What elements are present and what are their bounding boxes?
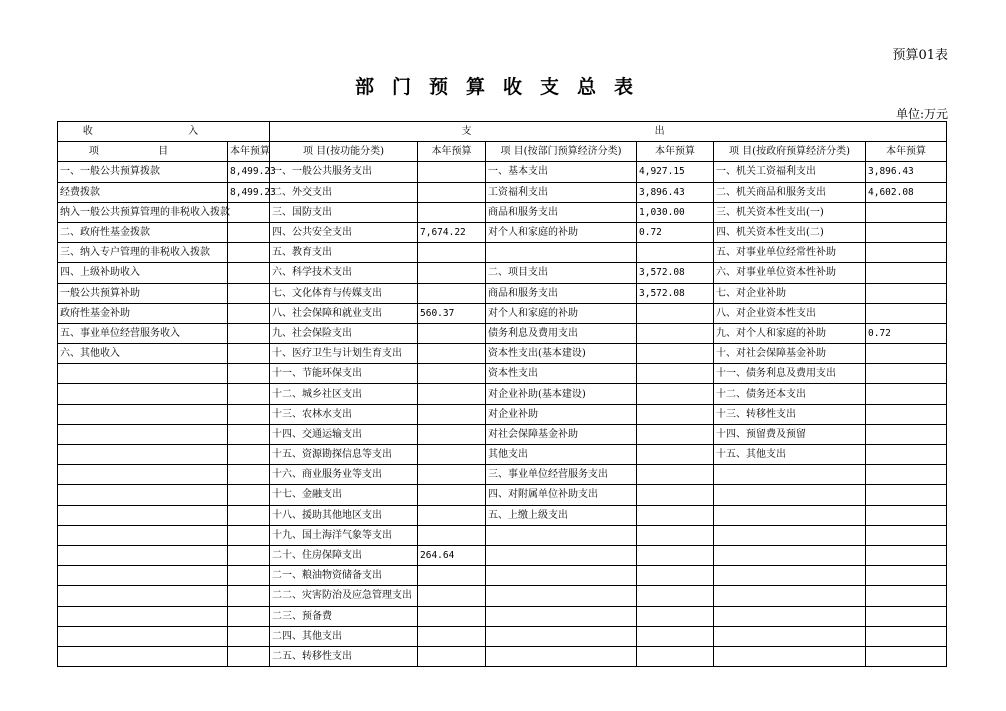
gov-econ-item-cell: 十二、债务还本支出 xyxy=(714,384,866,404)
dept-econ-item-cell: 对个人和家庭的补助 xyxy=(486,222,637,242)
func-amount-cell: 264.64 xyxy=(418,545,486,565)
func-amount-cell xyxy=(418,364,486,384)
gov-econ-amount-cell xyxy=(866,424,947,444)
dept-econ-item-header: 项 目(按部门预算经济分类) xyxy=(486,142,637,162)
func-item-cell: 二四、其他支出 xyxy=(270,626,418,646)
income-amount-cell xyxy=(228,384,270,404)
dept-econ-item-cell: 对企业补助(基本建设) xyxy=(486,384,637,404)
dept-econ-amount-cell xyxy=(637,465,714,485)
func-item-header: 项 目(按功能分类) xyxy=(270,142,418,162)
table-row xyxy=(58,323,947,343)
table-row xyxy=(58,465,947,485)
gov-econ-item-cell: 一、机关工资福利支出 xyxy=(714,162,866,182)
gov-econ-item-cell: 十、对社会保障基金补助 xyxy=(714,344,866,364)
income-item-cell xyxy=(58,566,228,586)
dept-econ-amount-cell xyxy=(637,445,714,465)
income-amount-cell xyxy=(228,606,270,626)
dept-econ-amount-cell xyxy=(637,505,714,525)
func-item-cell: 十一、节能环保支出 xyxy=(270,364,418,384)
income-item-cell xyxy=(58,384,228,404)
table-row xyxy=(58,344,947,364)
table-row xyxy=(58,626,947,646)
income-amount-header: 本年预算 xyxy=(228,142,270,162)
func-item-cell: 十七、金融支出 xyxy=(270,485,418,505)
gov-econ-item-cell: 十一、债务利息及费用支出 xyxy=(714,364,866,384)
gov-econ-item-cell xyxy=(714,545,866,565)
func-amount-cell xyxy=(418,606,486,626)
dept-econ-amount-cell: 1,030.00 xyxy=(637,202,714,222)
gov-econ-item-cell: 九、对个人和家庭的补助 xyxy=(714,323,866,343)
dept-econ-amount-cell: 3,896.43 xyxy=(637,182,714,202)
dept-econ-item-cell: 对社会保障基金补助 xyxy=(486,424,637,444)
income-item-cell: 六、其他收入 xyxy=(58,344,228,364)
dept-econ-amount-cell xyxy=(637,404,714,424)
table-row xyxy=(58,182,947,202)
func-item-cell: 二三、预备费 xyxy=(270,606,418,626)
func-amount-cell xyxy=(418,344,486,364)
func-amount-cell xyxy=(418,525,486,545)
income-item-cell xyxy=(58,626,228,646)
func-item-cell: 六、科学技术支出 xyxy=(270,263,418,283)
income-amount-cell xyxy=(228,445,270,465)
gov-econ-amount-cell xyxy=(866,465,947,485)
income-item-cell: 一般公共预算补助 xyxy=(58,283,228,303)
gov-econ-amount-cell xyxy=(866,243,947,263)
income-item-cell: 一、一般公共预算拨款 xyxy=(58,162,228,182)
func-item-cell: 二二、灾害防治及应急管理支出 xyxy=(270,586,418,606)
gov-econ-item-cell: 五、对事业单位经常性补助 xyxy=(714,243,866,263)
dept-econ-item-cell: 三、事业单位经营服务支出 xyxy=(486,465,637,485)
func-amount-cell: 7,674.22 xyxy=(418,222,486,242)
func-item-cell: 三、国防支出 xyxy=(270,202,418,222)
gov-econ-amount-cell xyxy=(866,525,947,545)
gov-econ-item-header: 项 目(按政府预算经济分类) xyxy=(714,142,866,162)
income-item-cell: 五、事业单位经营服务收入 xyxy=(58,323,228,343)
dept-econ-item-cell: 对企业补助 xyxy=(486,404,637,424)
func-item-cell: 二五、转移性支出 xyxy=(270,646,418,666)
income-amount-cell xyxy=(228,566,270,586)
income-item-cell xyxy=(58,485,228,505)
func-amount-cell xyxy=(418,505,486,525)
table-row xyxy=(58,566,947,586)
dept-econ-item-cell: 资本性支出(基本建设) xyxy=(486,344,637,364)
table-row xyxy=(58,424,947,444)
income-amount-cell xyxy=(228,344,270,364)
table-row xyxy=(58,646,947,666)
table-row xyxy=(58,222,947,242)
unit-label: 单位:万元 xyxy=(895,107,948,121)
income-item-cell xyxy=(58,525,228,545)
gov-econ-amount-cell: 3,896.43 xyxy=(866,162,947,182)
gov-econ-item-cell: 七、对企业补助 xyxy=(714,283,866,303)
dept-econ-amount-cell: 4,927.15 xyxy=(637,162,714,182)
income-amount-cell xyxy=(228,626,270,646)
income-item-cell xyxy=(58,545,228,565)
income-item-cell xyxy=(58,646,228,666)
dept-econ-item-cell: 对个人和家庭的补助 xyxy=(486,303,637,323)
gov-econ-amount-cell xyxy=(866,586,947,606)
func-amount-cell xyxy=(418,263,486,283)
func-item-cell: 八、社会保障和就业支出 xyxy=(270,303,418,323)
income-amount-cell xyxy=(228,263,270,283)
income-amount-cell xyxy=(228,222,270,242)
gov-econ-amount-cell xyxy=(866,445,947,465)
func-amount-cell xyxy=(418,626,486,646)
income-item-cell: 政府性基金补助 xyxy=(58,303,228,323)
table-row xyxy=(58,364,947,384)
dept-econ-amount-cell xyxy=(637,344,714,364)
income-amount-cell xyxy=(228,424,270,444)
func-item-cell: 十八、援助其他地区支出 xyxy=(270,505,418,525)
gov-econ-item-cell: 十五、其他支出 xyxy=(714,445,866,465)
func-item-cell: 二十、住房保障支出 xyxy=(270,545,418,565)
gov-econ-amount-cell xyxy=(866,404,947,424)
table-row xyxy=(58,263,947,283)
income-amount-cell xyxy=(228,283,270,303)
dept-econ-amount-cell: 0.72 xyxy=(637,222,714,242)
dept-econ-item-cell: 债务利息及费用支出 xyxy=(486,323,637,343)
func-item-cell: 九、社会保险支出 xyxy=(270,323,418,343)
table-row xyxy=(58,485,947,505)
dept-econ-item-cell: 资本性支出 xyxy=(486,364,637,384)
dept-econ-item-cell: 其他支出 xyxy=(486,445,637,465)
dept-econ-item-cell: 商品和服务支出 xyxy=(486,202,637,222)
gov-econ-amount-cell xyxy=(866,505,947,525)
func-amount-cell xyxy=(418,424,486,444)
func-amount-cell xyxy=(418,283,486,303)
func-amount-cell xyxy=(418,485,486,505)
gov-econ-amount-cell xyxy=(866,384,947,404)
func-item-cell: 十二、城乡社区支出 xyxy=(270,384,418,404)
gov-econ-amount-cell: 4,602.08 xyxy=(866,182,947,202)
table-row xyxy=(58,283,947,303)
dept-econ-item-cell xyxy=(486,545,637,565)
gov-econ-amount-cell xyxy=(866,606,947,626)
income-item-cell xyxy=(58,364,228,384)
gov-econ-item-cell: 八、对企业资本性支出 xyxy=(714,303,866,323)
func-amount-cell xyxy=(418,182,486,202)
gov-econ-item-cell xyxy=(714,505,866,525)
dept-econ-amount-cell xyxy=(637,424,714,444)
dept-econ-amount-cell: 3,572.08 xyxy=(637,263,714,283)
income-item-cell xyxy=(58,424,228,444)
income-amount-cell: 8,499.23 xyxy=(228,162,270,182)
dept-econ-item-cell xyxy=(486,525,637,545)
dept-econ-item-cell xyxy=(486,626,637,646)
func-item-cell: 二一、粮油物资储备支出 xyxy=(270,566,418,586)
dept-econ-amount-header: 本年预算 xyxy=(637,142,714,162)
dept-econ-item-cell: 商品和服务支出 xyxy=(486,283,637,303)
func-amount-cell xyxy=(418,465,486,485)
func-amount-header: 本年预算 xyxy=(418,142,486,162)
func-item-cell: 十、医疗卫生与计划生育支出 xyxy=(270,344,418,364)
gov-econ-amount-cell xyxy=(866,344,947,364)
income-amount-cell xyxy=(228,505,270,525)
func-amount-cell xyxy=(418,162,486,182)
income-item-cell xyxy=(58,586,228,606)
func-amount-cell xyxy=(418,243,486,263)
dept-econ-item-cell xyxy=(486,646,637,666)
income-amount-cell xyxy=(228,646,270,666)
func-item-cell: 四、公共安全支出 xyxy=(270,222,418,242)
dept-econ-item-cell xyxy=(486,606,637,626)
gov-econ-amount-cell xyxy=(866,545,947,565)
dept-econ-item-cell: 工资福利支出 xyxy=(486,182,637,202)
dept-econ-item-cell: 五、上缴上级支出 xyxy=(486,505,637,525)
gov-econ-amount-cell xyxy=(866,566,947,586)
func-amount-cell xyxy=(418,586,486,606)
dept-econ-item-cell xyxy=(486,586,637,606)
func-item-cell: 一、一般公共服务支出 xyxy=(270,162,418,182)
table-row xyxy=(58,586,947,606)
gov-econ-amount-cell xyxy=(866,222,947,242)
income-item-cell: 三、纳入专户管理的非税收入拨款 xyxy=(58,243,228,263)
table-row xyxy=(58,303,947,323)
income-item-cell: 二、政府性基金拨款 xyxy=(58,222,228,242)
dept-econ-amount-cell xyxy=(637,626,714,646)
income-amount-cell xyxy=(228,364,270,384)
func-amount-cell xyxy=(418,384,486,404)
func-amount-cell xyxy=(418,404,486,424)
table-row xyxy=(58,505,947,525)
gov-econ-amount-header: 本年预算 xyxy=(866,142,947,162)
income-item-cell xyxy=(58,606,228,626)
income-amount-cell xyxy=(228,303,270,323)
header-row-1 xyxy=(58,122,947,142)
func-item-cell: 七、文化体育与传媒支出 xyxy=(270,283,418,303)
dept-econ-amount-cell xyxy=(637,545,714,565)
func-item-cell: 五、教育支出 xyxy=(270,243,418,263)
gov-econ-item-cell: 四、机关资本性支出(二) xyxy=(714,222,866,242)
table-row xyxy=(58,384,947,404)
income-item-header: 项 目 xyxy=(58,142,228,162)
income-item-cell: 经费拨款 xyxy=(58,182,228,202)
func-amount-cell xyxy=(418,646,486,666)
table-row xyxy=(58,445,947,465)
func-item-cell: 十三、农林水支出 xyxy=(270,404,418,424)
gov-econ-item-cell xyxy=(714,525,866,545)
gov-econ-amount-cell xyxy=(866,283,947,303)
income-header: 收 入 xyxy=(58,122,270,142)
table-row xyxy=(58,606,947,626)
income-amount-cell xyxy=(228,545,270,565)
table-row xyxy=(58,162,947,182)
func-amount-cell: 560.37 xyxy=(418,303,486,323)
table-row xyxy=(58,243,947,263)
gov-econ-item-cell: 二、机关商品和服务支出 xyxy=(714,182,866,202)
gov-econ-amount-cell xyxy=(866,485,947,505)
dept-econ-item-cell xyxy=(486,566,637,586)
gov-econ-item-cell: 十三、转移性支出 xyxy=(714,404,866,424)
dept-econ-amount-cell xyxy=(637,303,714,323)
func-amount-cell xyxy=(418,566,486,586)
income-item-cell: 四、上级补助收入 xyxy=(58,263,228,283)
dept-econ-amount-cell xyxy=(637,525,714,545)
income-item-cell xyxy=(58,505,228,525)
gov-econ-amount-cell: 0.72 xyxy=(866,323,947,343)
income-amount-cell xyxy=(228,525,270,545)
income-item-cell xyxy=(58,465,228,485)
dept-econ-amount-cell xyxy=(637,566,714,586)
func-amount-cell xyxy=(418,202,486,222)
income-amount-cell xyxy=(228,586,270,606)
dept-econ-amount-cell xyxy=(637,586,714,606)
form-number: 预算01表 xyxy=(892,48,948,63)
func-item-cell: 十四、交通运输支出 xyxy=(270,424,418,444)
income-item-cell xyxy=(58,445,228,465)
income-amount-cell xyxy=(228,323,270,343)
income-amount-cell xyxy=(228,404,270,424)
income-item-cell: 纳入一般公共预算管理的非税收入拨款 xyxy=(58,202,228,222)
func-item-cell: 二、外交支出 xyxy=(270,182,418,202)
dept-econ-item-cell: 四、对附属单位补助支出 xyxy=(486,485,637,505)
gov-econ-amount-cell xyxy=(866,364,947,384)
gov-econ-item-cell xyxy=(714,646,866,666)
gov-econ-amount-cell xyxy=(866,646,947,666)
gov-econ-item-cell xyxy=(714,626,866,646)
income-amount-cell xyxy=(228,243,270,263)
gov-econ-item-cell xyxy=(714,465,866,485)
dept-econ-amount-cell xyxy=(637,364,714,384)
gov-econ-amount-cell xyxy=(866,202,947,222)
table-row xyxy=(58,404,947,424)
header-row-2 xyxy=(58,142,947,162)
dept-econ-amount-cell xyxy=(637,243,714,263)
dept-econ-amount-cell: 3,572.08 xyxy=(637,283,714,303)
dept-econ-amount-cell xyxy=(637,485,714,505)
gov-econ-item-cell xyxy=(714,566,866,586)
dept-econ-item-cell: 一、基本支出 xyxy=(486,162,637,182)
dept-econ-amount-cell xyxy=(637,384,714,404)
dept-econ-amount-cell xyxy=(637,646,714,666)
gov-econ-item-cell xyxy=(714,586,866,606)
income-item-cell xyxy=(58,404,228,424)
page-title: 部门预算收支总表 xyxy=(354,76,651,98)
gov-econ-amount-cell xyxy=(866,626,947,646)
income-amount-cell xyxy=(228,465,270,485)
func-item-cell: 十九、国土海洋气象等支出 xyxy=(270,525,418,545)
gov-econ-item-cell xyxy=(714,485,866,505)
budget-summary-table xyxy=(57,121,947,667)
expenditure-header: 支 出 xyxy=(270,122,947,142)
income-amount-cell: 8,499.23 xyxy=(228,182,270,202)
func-item-cell: 十六、商业服务业等支出 xyxy=(270,465,418,485)
dept-econ-amount-cell xyxy=(637,606,714,626)
func-item-cell: 十五、资源勘探信息等支出 xyxy=(270,445,418,465)
income-amount-cell xyxy=(228,485,270,505)
table-row xyxy=(58,525,947,545)
gov-econ-item-cell: 三、机关资本性支出(一) xyxy=(714,202,866,222)
dept-econ-amount-cell xyxy=(637,323,714,343)
table-row xyxy=(58,545,947,565)
gov-econ-item-cell xyxy=(714,606,866,626)
table-row xyxy=(58,202,947,222)
income-amount-cell xyxy=(228,202,270,222)
gov-econ-amount-cell xyxy=(866,303,947,323)
gov-econ-item-cell: 十四、预留费及预留 xyxy=(714,424,866,444)
gov-econ-amount-cell xyxy=(866,263,947,283)
dept-econ-item-cell xyxy=(486,243,637,263)
func-amount-cell xyxy=(418,323,486,343)
func-amount-cell xyxy=(418,445,486,465)
gov-econ-item-cell: 六、对事业单位资本性补助 xyxy=(714,263,866,283)
dept-econ-item-cell: 二、项目支出 xyxy=(486,263,637,283)
